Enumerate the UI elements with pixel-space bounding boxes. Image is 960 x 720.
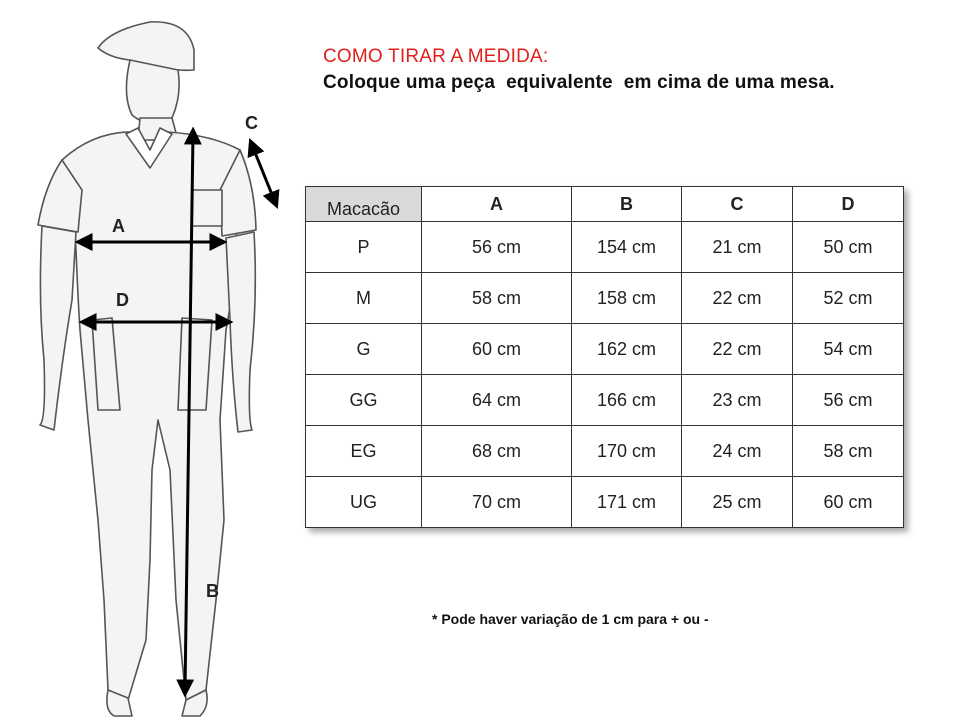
size-table bbox=[305, 186, 904, 528]
coverall-figure bbox=[0, 0, 300, 720]
hip-pocket-right bbox=[178, 318, 212, 410]
heading-instruction: Coloque uma peça equivalente em cima de uma mesa. bbox=[323, 72, 835, 93]
table-row bbox=[306, 477, 904, 528]
size-cell: EG bbox=[306, 426, 422, 477]
table-cell: 154 cm bbox=[572, 222, 682, 273]
header-a: A bbox=[422, 187, 572, 222]
table-cell: 22 cm bbox=[682, 273, 793, 324]
table-cell: 170 cm bbox=[572, 426, 682, 477]
table-cell: 24 cm bbox=[682, 426, 793, 477]
table-cell: 162 cm bbox=[572, 324, 682, 375]
label-c: C bbox=[245, 113, 258, 133]
instructions-heading bbox=[323, 44, 835, 96]
table-cell: 158 cm bbox=[572, 273, 682, 324]
label-b: B bbox=[206, 581, 219, 601]
label-a: A bbox=[112, 216, 125, 236]
header-c: C bbox=[682, 187, 793, 222]
table-cell: 68 cm bbox=[422, 426, 572, 477]
label-d: D bbox=[116, 290, 129, 310]
table-cell: 70 cm bbox=[422, 477, 572, 528]
table-cell: 54 cm bbox=[793, 324, 904, 375]
table-cell: 64 cm bbox=[422, 375, 572, 426]
table-row bbox=[306, 273, 904, 324]
heading-title: COMO TIRAR A MEDIDA: bbox=[323, 46, 549, 67]
arrow-c bbox=[252, 145, 275, 202]
table-cell: 56 cm bbox=[422, 222, 572, 273]
size-cell: M bbox=[306, 273, 422, 324]
table-row bbox=[306, 426, 904, 477]
coverall-sketch bbox=[38, 22, 256, 716]
table-header-row bbox=[306, 187, 904, 222]
table-row bbox=[306, 222, 904, 273]
table-cell: 50 cm bbox=[793, 222, 904, 273]
table-cell: 171 cm bbox=[572, 477, 682, 528]
table-cell: 166 cm bbox=[572, 375, 682, 426]
table-cell: 21 cm bbox=[682, 222, 793, 273]
right-arm bbox=[226, 232, 255, 432]
table-cell: 58 cm bbox=[422, 273, 572, 324]
table-cell: 52 cm bbox=[793, 273, 904, 324]
table-cell: 25 cm bbox=[682, 477, 793, 528]
header-d: D bbox=[793, 187, 904, 222]
size-cell: P bbox=[306, 222, 422, 273]
table-cell: 23 cm bbox=[682, 375, 793, 426]
table-row bbox=[306, 375, 904, 426]
header-b: B bbox=[572, 187, 682, 222]
left-arm bbox=[40, 226, 76, 430]
footnote: * Pode haver variação de 1 cm para + ou - bbox=[432, 611, 709, 627]
chest-pocket bbox=[192, 190, 222, 226]
table-row bbox=[306, 324, 904, 375]
table-cell: 58 cm bbox=[793, 426, 904, 477]
size-cell: G bbox=[306, 324, 422, 375]
size-cell: UG bbox=[306, 477, 422, 528]
head-shape bbox=[126, 60, 179, 123]
size-cell: GG bbox=[306, 375, 422, 426]
table-cell: 56 cm bbox=[793, 375, 904, 426]
table-cell: 60 cm bbox=[793, 477, 904, 528]
table-cell: 60 cm bbox=[422, 324, 572, 375]
table-cell: 22 cm bbox=[682, 324, 793, 375]
header-macacao: Macacão bbox=[306, 187, 422, 222]
